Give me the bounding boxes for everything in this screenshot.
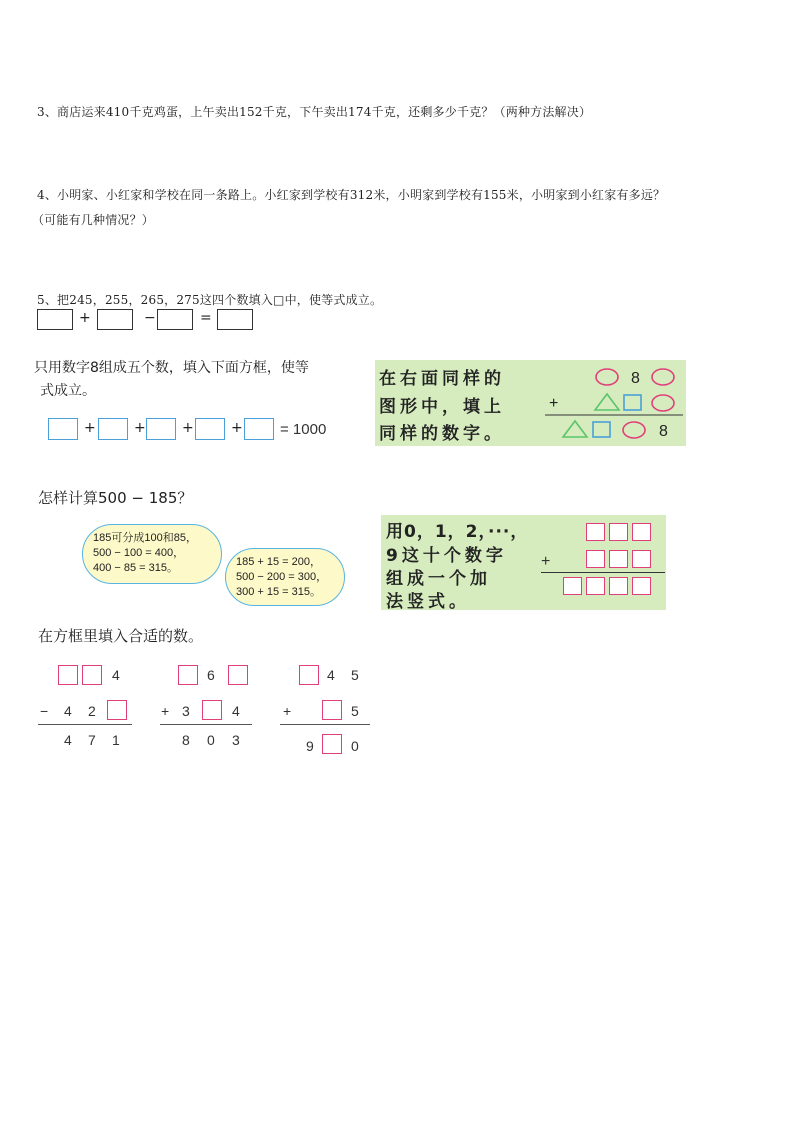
bubble1-line3: 400 − 85 = 315。 (93, 562, 179, 574)
question-5: 5、把245，255，265，275这四个数填入□中，使等式成立。 (37, 293, 383, 307)
digit-box[interactable] (178, 665, 198, 685)
digit-box[interactable] (322, 700, 342, 720)
circle-shape-icon[interactable] (652, 395, 674, 411)
operator: + (161, 703, 170, 719)
circle-shape-icon[interactable] (652, 369, 674, 385)
shape-addition-svg (535, 360, 685, 446)
plus-sign: + (134, 420, 146, 436)
minus-sign: − (144, 310, 156, 326)
answer-box-1[interactable] (37, 309, 73, 330)
answer-box-1[interactable] (48, 418, 78, 440)
eight-puzzle-line2: 式成立。 (40, 383, 96, 399)
digits-text-line1: 用0，1，2，···， (386, 522, 529, 542)
digit: 9 (306, 738, 314, 754)
plus-sign: + (549, 395, 559, 412)
answer-box-5[interactable] (244, 418, 274, 440)
fill-boxes-title: 在方框里填入合适的数。 (38, 627, 204, 645)
digit-box[interactable] (586, 523, 605, 541)
answer-box-2[interactable] (98, 418, 128, 440)
digit: 6 (207, 667, 215, 683)
plus-sign: + (541, 553, 551, 570)
digit: 4 (232, 703, 240, 719)
sum-line (160, 724, 252, 725)
digits-text-line4: 法竖式。 (386, 592, 470, 612)
bubble1-line2: 500 − 100 = 400， (93, 547, 185, 559)
digit: 1 (112, 732, 120, 748)
digit-eight: 8 (631, 370, 640, 387)
answer-box-3[interactable] (146, 418, 176, 440)
shape-text-line1: 在右面同样的 (379, 369, 505, 389)
triangle-shape-icon[interactable] (563, 421, 587, 437)
digit: 4 (112, 667, 120, 683)
digit-box[interactable] (299, 665, 319, 685)
operator: + (283, 703, 292, 719)
question-4-line1: 4、小明家、小红家和学校在同一条路上。小红家到学校有312米，小明家到学校有155米，小明家到小红家有多远？ (37, 188, 666, 202)
sum-line (280, 724, 370, 725)
answer-box-4[interactable] (195, 418, 225, 440)
triangle-shape-icon[interactable] (595, 394, 619, 410)
square-shape-icon[interactable] (593, 422, 610, 437)
digit-box[interactable] (609, 577, 628, 595)
question-4-line2: （可能有几种情况？） (32, 213, 155, 227)
calc500-title: 怎样计算500 − 185？ (38, 489, 193, 507)
digit-box[interactable] (586, 550, 605, 568)
bubble2-line2: 500 − 200 = 300， (236, 571, 328, 583)
shape-puzzle-panel (375, 360, 686, 446)
eight-puzzle-line1: 只用数字8组成五个数，填入下面方框，使等 (34, 360, 309, 376)
plus-sign: + (79, 310, 91, 326)
digit: 5 (351, 667, 359, 683)
digit: 3 (182, 703, 190, 719)
digit: 5 (351, 703, 359, 719)
square-shape-icon[interactable] (624, 395, 641, 410)
plus-sign: + (182, 420, 194, 436)
digit: 2 (88, 703, 96, 719)
digit-box[interactable] (632, 550, 651, 568)
digit-box[interactable] (228, 665, 248, 685)
digit-box[interactable] (58, 665, 78, 685)
equals-sign: = (200, 310, 212, 326)
digit-box[interactable] (82, 665, 102, 685)
digit-box[interactable] (632, 577, 651, 595)
digit-box[interactable] (609, 550, 628, 568)
digit-box[interactable] (107, 700, 127, 720)
digit: 3 (232, 732, 240, 748)
shape-text-line3: 同样的数字。 (379, 424, 505, 444)
operator: − (40, 703, 49, 719)
digits-text-line2: 9这十个数字 (386, 546, 507, 566)
digit-box[interactable] (322, 734, 342, 754)
digit-box[interactable] (632, 523, 651, 541)
digits-text-line3: 组成一个加 (386, 569, 491, 589)
digit: 8 (182, 732, 190, 748)
digit: 0 (207, 732, 215, 748)
plus-sign: + (231, 420, 243, 436)
digit: 7 (88, 732, 96, 748)
digit: 4 (64, 732, 72, 748)
digit: 4 (64, 703, 72, 719)
bubble1-line1: 185可分成100和85， (93, 532, 197, 544)
digit-eight: 8 (659, 423, 668, 440)
answer-box-2[interactable] (97, 309, 133, 330)
shape-text-line2: 图形中，填上 (379, 397, 505, 417)
result-1000: = 1000 (280, 421, 327, 438)
circle-shape-icon[interactable] (623, 422, 645, 438)
answer-box-3[interactable] (157, 309, 193, 330)
digit-box[interactable] (202, 700, 222, 720)
question-3: 3、商店运来410千克鸡蛋，上午卖出152千克，下午卖出174千克，还剩多少千克？（两种方法解决） (37, 105, 592, 119)
answer-box-4[interactable] (217, 309, 253, 330)
digit-box[interactable] (586, 577, 605, 595)
bubble2-line3: 300 + 15 = 315。 (236, 586, 322, 598)
digits-puzzle-panel (381, 515, 666, 610)
digit: 4 (327, 667, 335, 683)
bubble2-line1: 185 + 15 = 200， (236, 556, 322, 568)
sum-line (541, 572, 665, 573)
sum-line (38, 724, 132, 725)
plus-sign: + (84, 420, 96, 436)
digit-box[interactable] (609, 523, 628, 541)
digit-box[interactable] (563, 577, 582, 595)
circle-shape-icon[interactable] (596, 369, 618, 385)
digit: 0 (351, 738, 359, 754)
